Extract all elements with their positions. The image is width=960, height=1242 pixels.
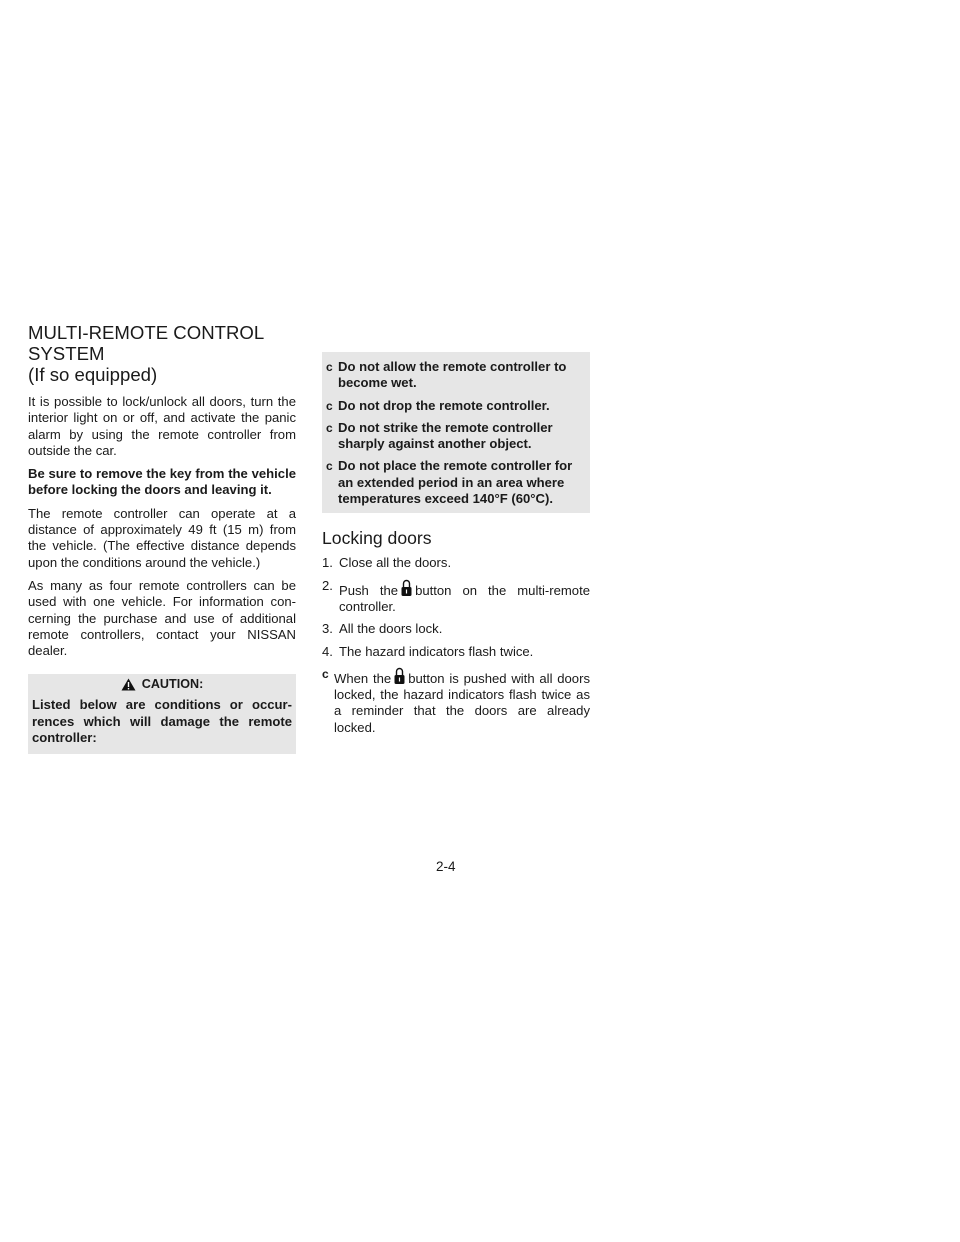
caution-box	[28, 674, 296, 754]
locking-steps	[322, 555, 590, 736]
caution-label: CAUTION:	[141, 677, 204, 692]
key-warning-paragraph: Be sure to remove the key from the vehicle before locking the doors and leaving it.	[28, 466, 296, 498]
bullet-mark: c	[326, 398, 333, 413]
caution-item: c Do not drop the remote controller.	[326, 397, 550, 413]
section-title-line-1: MULTI-REMOTE CONTROL	[28, 322, 265, 343]
range-paragraph: The remote controller can operate at a distance of approximately 49 ft (15 m) from the vehicle. (The effective distance depends upon the conditions around the vehicle.)	[28, 505, 296, 570]
lock-icon	[400, 578, 413, 598]
caution-item: c Do not strike the remote controller sharply against another object.	[326, 419, 553, 452]
section-title	[28, 322, 296, 385]
caution-item: c Do not place the remote controller for an extended period in an area where temperatures exceed 140°F (60°C).	[326, 458, 573, 507]
controllers-paragraph: As many as four remote controllers can be used with one vehicle. For information con- cerning the purchase and use of additional remote controllers, contact your NISSAN dealer.	[28, 577, 296, 659]
locked-reminder-note: c When the button is pushed with all doors locked, the hazard indicators flash twice as a reminder that the doors are already locked.	[322, 666, 590, 735]
step-item: 1. Close all the doors.	[322, 555, 452, 571]
step-item: 3. All the doors lock.	[322, 621, 443, 637]
caution-list	[322, 352, 590, 513]
bullet-mark: c	[322, 666, 329, 681]
bullet-mark: c	[326, 459, 333, 474]
page-number: 2-4	[436, 859, 456, 874]
locking-doors-title: Locking doors	[322, 528, 432, 549]
section-title-line-3: (If so equipped)	[28, 364, 158, 385]
right-column	[322, 322, 590, 736]
warning-triangle-icon	[121, 678, 136, 691]
bullet-mark: c	[326, 420, 333, 435]
caution-intro: Listed below are conditions or occur- rences which will damage the remote controller:	[32, 697, 292, 746]
step-item: 2. Push the button on the multi-remote controller.	[322, 577, 591, 614]
left-column	[28, 322, 296, 754]
intro-paragraph: It is possible to lock/unlock all doors, turn the interior light on or off, and activate the panic alarm by using the remote controller from outside the car.	[28, 394, 296, 458]
step-item: 4. The hazard indicators flash twice.	[322, 643, 534, 659]
bullet-mark: c	[326, 360, 333, 374]
caution-item: c Do not allow the remote controller to become wet.	[326, 359, 567, 391]
caution-heading	[28, 674, 296, 693]
section-title-line-2: SYSTEM	[28, 343, 105, 364]
lock-icon	[393, 666, 406, 686]
